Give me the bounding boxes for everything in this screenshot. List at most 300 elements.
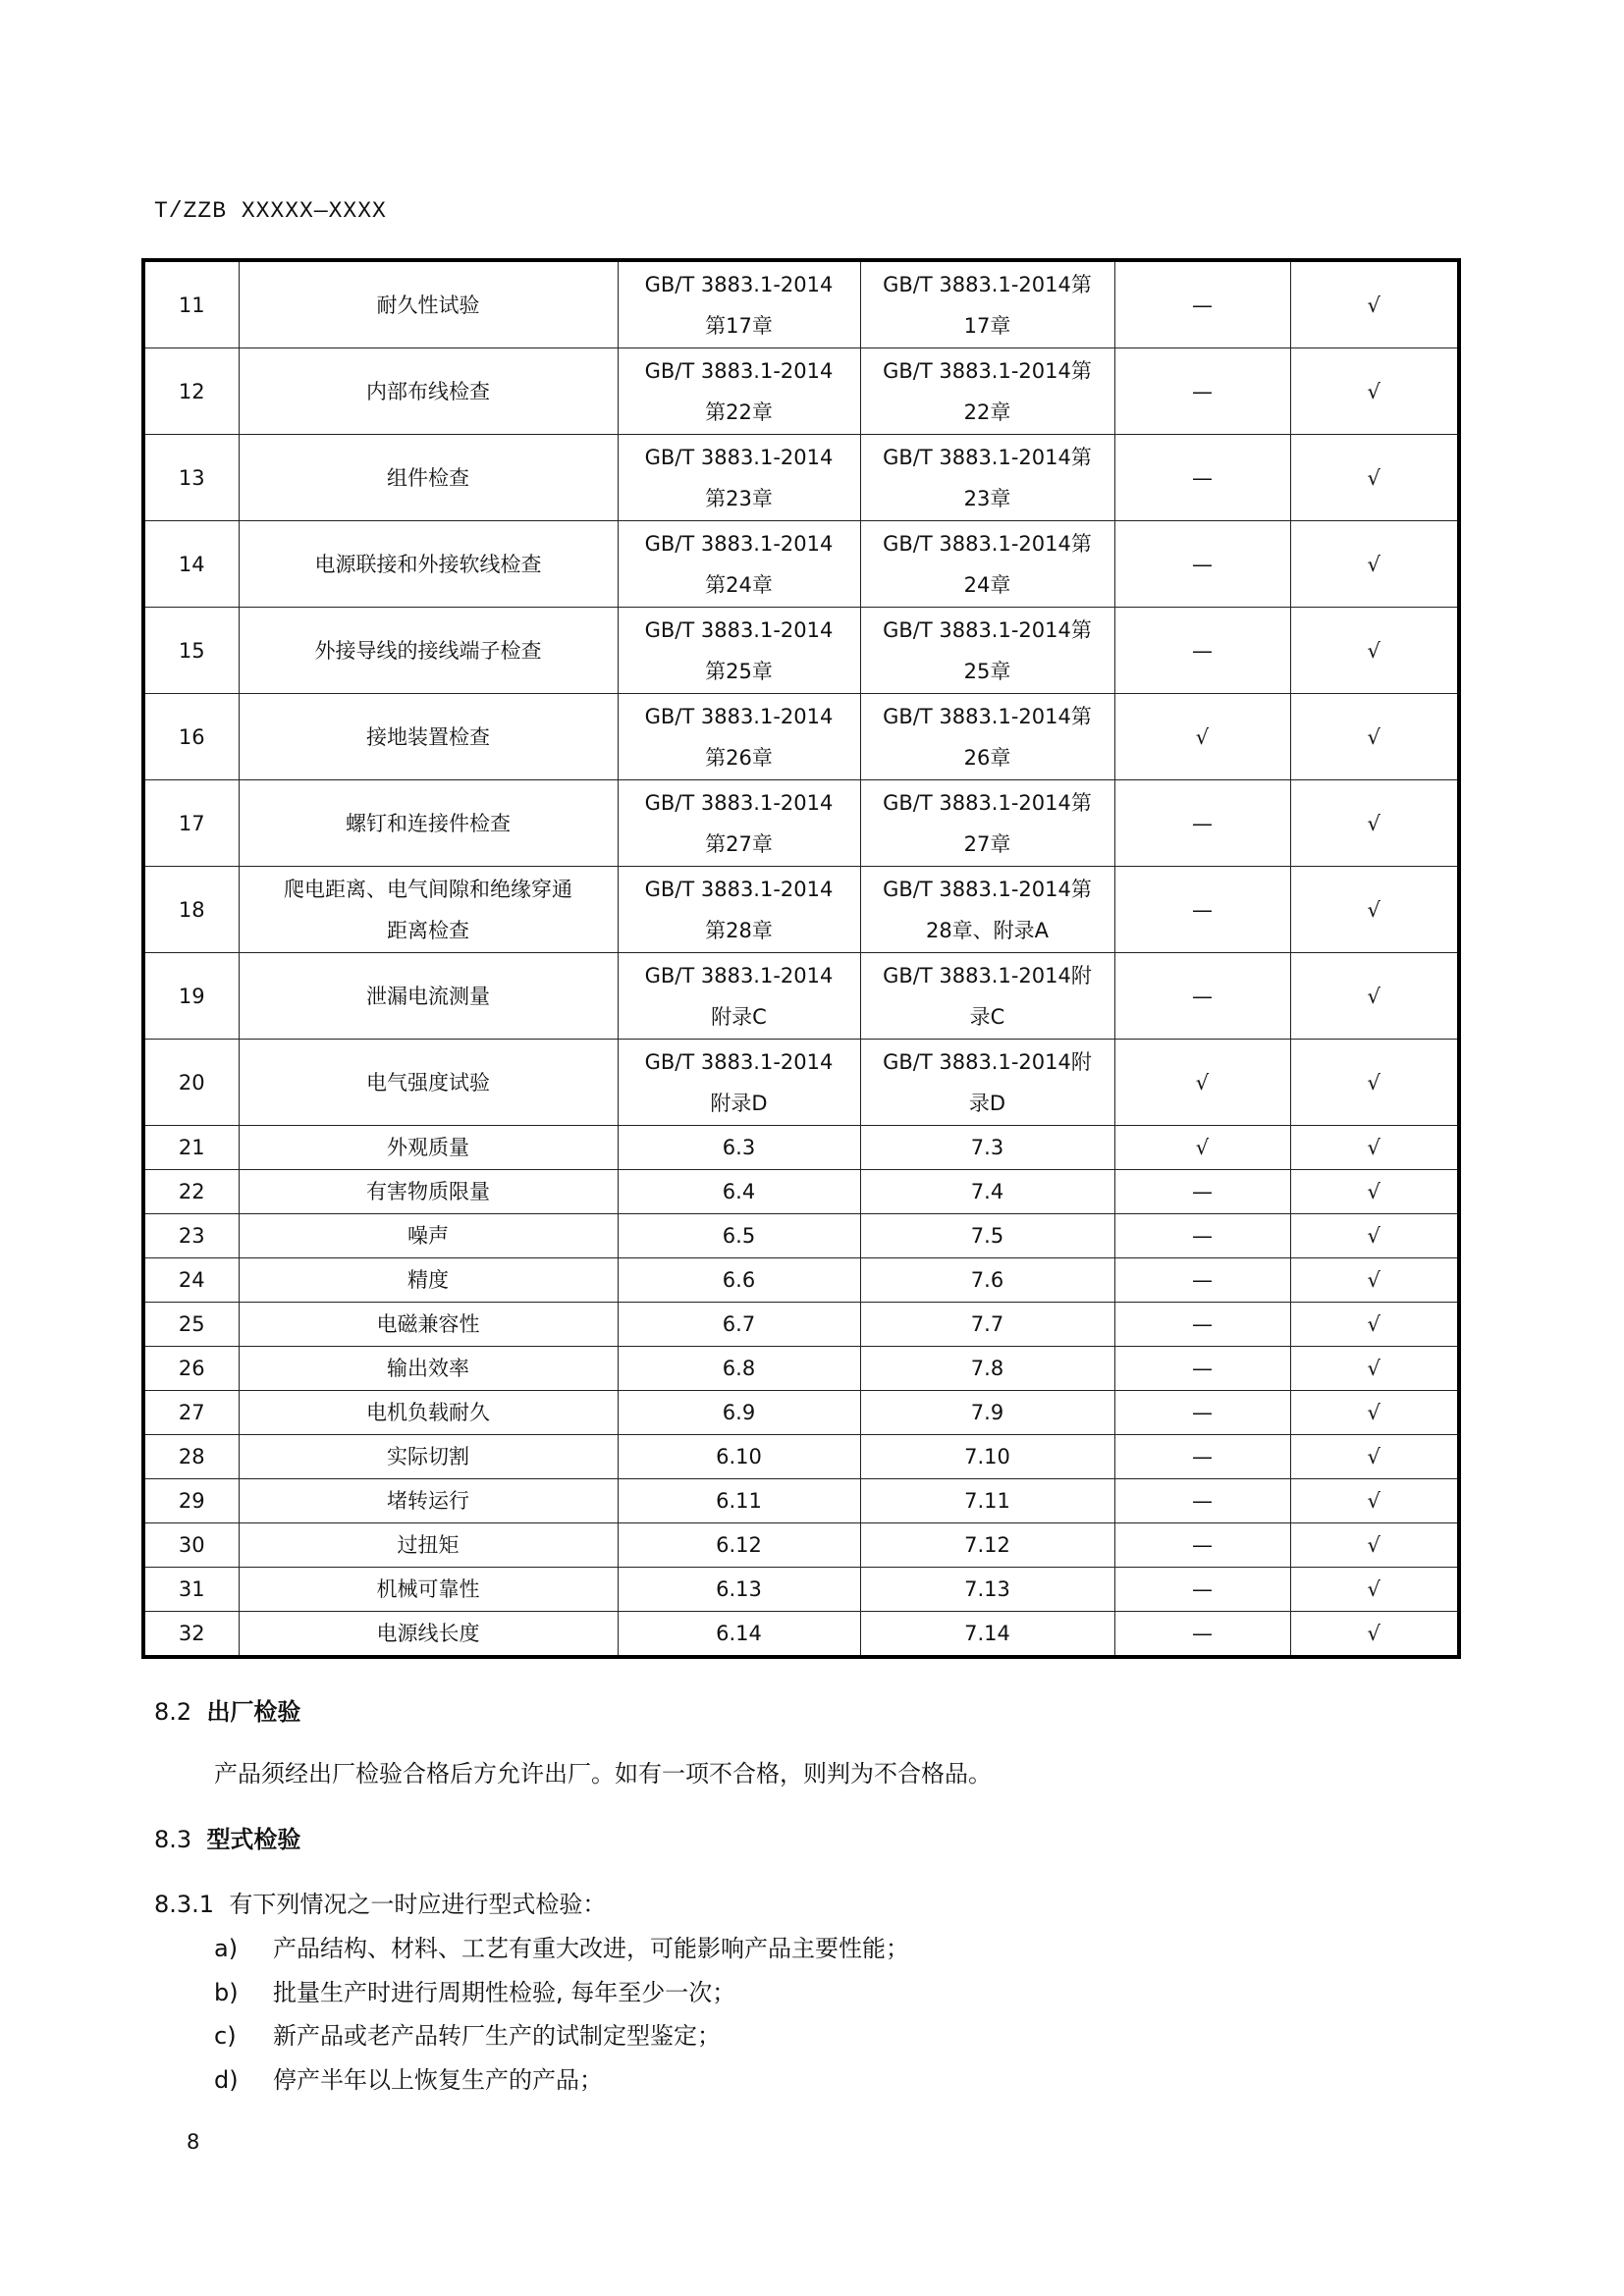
item-number-cell xyxy=(143,1214,239,1258)
item-number-cell xyxy=(143,521,239,608)
requirement-clause-cell xyxy=(618,1612,860,1658)
test-method-line: 26章 xyxy=(963,745,1011,770)
item-name-cell xyxy=(239,1303,618,1347)
type-inspection-cell xyxy=(1290,780,1459,867)
test-method-line: 7.6 xyxy=(970,1268,1004,1292)
table-row xyxy=(143,260,1459,348)
item-name-cell xyxy=(239,1347,618,1391)
requirement-clause-cell xyxy=(618,521,860,608)
requirement-clause-cell xyxy=(618,608,860,694)
test-method-cell xyxy=(860,608,1114,694)
type-inspection-line: √ xyxy=(1367,1180,1380,1203)
item-number-line: 23 xyxy=(178,1224,205,1248)
item-number-cell xyxy=(143,867,239,953)
section-8-3-heading xyxy=(154,1820,300,1854)
item-number-line: 12 xyxy=(178,379,205,403)
table-row xyxy=(143,1040,1459,1126)
factory-inspection-line: — xyxy=(1192,1445,1213,1468)
clause-8-3-1 xyxy=(154,1885,606,1919)
item-number-cell xyxy=(143,1479,239,1523)
test-method-line: GB/T 3883.1-2014第 xyxy=(883,531,1092,556)
type-inspection-line: √ xyxy=(1367,897,1380,922)
type-inspection-cell xyxy=(1290,1040,1459,1126)
factory-inspection-cell xyxy=(1114,1040,1290,1126)
item-name-cell xyxy=(239,953,618,1040)
requirement-clause-line: GB/T 3883.1-2014 xyxy=(644,790,834,815)
table-row xyxy=(143,1170,1459,1214)
test-method-line: GB/T 3883.1-2014第 xyxy=(883,877,1092,901)
table-row xyxy=(143,1479,1459,1523)
item-number-cell xyxy=(143,1347,239,1391)
test-method-line: 7.4 xyxy=(970,1180,1004,1203)
test-method-line: 7.12 xyxy=(964,1533,1010,1557)
test-method-line: 27章 xyxy=(963,831,1011,856)
requirement-clause-cell xyxy=(618,1126,860,1170)
type-inspection-line: √ xyxy=(1367,465,1380,490)
list-item xyxy=(214,1971,909,2015)
requirement-clause-line: 第17章 xyxy=(705,313,773,338)
requirement-clause-cell xyxy=(618,1568,860,1612)
item-number-line: 17 xyxy=(178,811,205,835)
test-method-line: 7.7 xyxy=(970,1312,1004,1336)
test-method-cell xyxy=(860,1523,1114,1568)
test-method-line: 7.5 xyxy=(970,1224,1004,1248)
item-name-line: 接地装置检查 xyxy=(366,724,490,749)
item-number-cell xyxy=(143,1303,239,1347)
factory-inspection-line: — xyxy=(1192,379,1213,403)
test-method-cell xyxy=(860,953,1114,1040)
requirement-clause-line: 6.8 xyxy=(722,1357,756,1380)
item-number-cell xyxy=(143,1170,239,1214)
test-method-cell xyxy=(860,780,1114,867)
item-name-cell xyxy=(239,1214,618,1258)
factory-inspection-line: — xyxy=(1192,1533,1213,1557)
table-row xyxy=(143,1214,1459,1258)
type-inspection-cell xyxy=(1290,1170,1459,1214)
item-name-cell xyxy=(239,1126,618,1170)
item-name-line: 外接导线的接线端子检查 xyxy=(314,638,542,663)
type-inspection-line: √ xyxy=(1367,379,1380,403)
test-method-cell xyxy=(860,1568,1114,1612)
item-number-cell xyxy=(143,260,239,348)
factory-inspection-cell xyxy=(1114,435,1290,521)
test-method-line: 24章 xyxy=(963,572,1011,597)
factory-inspection-line: — xyxy=(1192,1268,1213,1292)
item-number-line: 11 xyxy=(178,293,205,317)
type-inspection-cell xyxy=(1290,1347,1459,1391)
item-number-cell xyxy=(143,1612,239,1658)
requirement-clause-line: 6.13 xyxy=(716,1577,762,1601)
list-text: 停产半年以上恢复生产的产品； xyxy=(273,2065,603,2094)
test-method-line: GB/T 3883.1-2014第 xyxy=(883,272,1092,296)
item-number-line: 25 xyxy=(178,1312,205,1336)
requirement-clause-line: 第24章 xyxy=(705,572,773,597)
type-inspection-line: √ xyxy=(1367,1357,1380,1380)
requirement-clause-line: 6.11 xyxy=(716,1489,762,1513)
item-number-line: 13 xyxy=(178,465,205,490)
item-number-line: 32 xyxy=(178,1622,205,1645)
test-method-line: 7.11 xyxy=(964,1489,1010,1513)
type-inspection-line: √ xyxy=(1367,293,1380,317)
requirement-clause-line: 6.7 xyxy=(722,1312,756,1336)
type-inspection-line: √ xyxy=(1367,1489,1380,1513)
table-row xyxy=(143,1347,1459,1391)
item-number-line: 30 xyxy=(178,1533,205,1557)
table-row xyxy=(143,1612,1459,1658)
item-name-line: 堵转运行 xyxy=(387,1489,469,1513)
requirement-clause-cell xyxy=(618,1258,860,1303)
requirement-clause-line: 6.6 xyxy=(722,1268,756,1292)
item-name-line: 输出效率 xyxy=(387,1357,469,1380)
item-number-line: 16 xyxy=(178,724,205,749)
item-number-line: 20 xyxy=(178,1070,205,1095)
section-title: 型式检验 xyxy=(206,1826,301,1853)
table-row xyxy=(143,953,1459,1040)
item-number-line: 29 xyxy=(178,1489,205,1513)
table-row xyxy=(143,435,1459,521)
requirement-clause-line: 6.14 xyxy=(716,1622,762,1645)
clause-list xyxy=(214,1927,909,2102)
type-inspection-cell xyxy=(1290,260,1459,348)
type-inspection-line: √ xyxy=(1367,1070,1380,1095)
table-row xyxy=(143,1435,1459,1479)
clause-number: 8.3.1 xyxy=(154,1891,215,1918)
item-name-cell xyxy=(239,435,618,521)
item-name-cell xyxy=(239,1040,618,1126)
section-title: 出厂检验 xyxy=(206,1698,301,1726)
requirement-clause-cell xyxy=(618,1391,860,1435)
type-inspection-line: √ xyxy=(1367,1401,1380,1424)
test-method-line: 7.10 xyxy=(964,1445,1010,1468)
factory-inspection-cell xyxy=(1114,867,1290,953)
test-method-cell xyxy=(860,1347,1114,1391)
type-inspection-cell xyxy=(1290,435,1459,521)
list-text: 产品结构、材料、工艺有重大改进，可能影响产品主要性能； xyxy=(273,1935,909,1962)
item-name-line: 电气强度试验 xyxy=(366,1070,490,1095)
item-number-line: 14 xyxy=(178,552,205,576)
factory-inspection-cell xyxy=(1114,521,1290,608)
requirement-clause-cell xyxy=(618,1303,860,1347)
item-name-cell xyxy=(239,1612,618,1658)
requirement-clause-cell xyxy=(618,780,860,867)
item-name-cell xyxy=(239,521,618,608)
type-inspection-line: √ xyxy=(1367,1268,1380,1292)
inspection-items-table xyxy=(141,258,1461,1659)
requirement-clause-cell xyxy=(618,1435,860,1479)
requirement-clause-cell xyxy=(618,1479,860,1523)
table-row xyxy=(143,780,1459,867)
item-number-cell xyxy=(143,1040,239,1126)
type-inspection-cell xyxy=(1290,1523,1459,1568)
requirement-clause-line: GB/T 3883.1-2014 xyxy=(644,963,834,988)
factory-inspection-line: — xyxy=(1192,1622,1213,1645)
requirement-clause-line: 第27章 xyxy=(705,831,773,856)
test-method-cell xyxy=(860,260,1114,348)
list-marker: d) xyxy=(214,2065,239,2094)
requirement-clause-line: 第22章 xyxy=(705,400,773,424)
requirement-clause-line: 第25章 xyxy=(705,659,773,683)
item-name-cell xyxy=(239,780,618,867)
list-item xyxy=(214,2014,909,2058)
table-row xyxy=(143,1126,1459,1170)
item-number-line: 28 xyxy=(178,1445,205,1468)
factory-inspection-line: √ xyxy=(1195,724,1210,749)
item-number-cell xyxy=(143,1523,239,1568)
factory-inspection-cell xyxy=(1114,1612,1290,1658)
table-row xyxy=(143,1303,1459,1347)
factory-inspection-cell xyxy=(1114,1568,1290,1612)
factory-inspection-line: √ xyxy=(1195,1136,1210,1159)
type-inspection-line: √ xyxy=(1367,724,1380,749)
test-method-line: GB/T 3883.1-2014第 xyxy=(883,445,1092,469)
item-number-line: 19 xyxy=(178,984,205,1008)
requirement-clause-cell xyxy=(618,1040,860,1126)
type-inspection-cell xyxy=(1290,1479,1459,1523)
item-name-cell xyxy=(239,1170,618,1214)
factory-inspection-line: √ xyxy=(1195,1070,1210,1095)
clause-text: 有下列情况之一时应进行型式检验： xyxy=(229,1891,607,1918)
requirement-clause-line: 6.9 xyxy=(722,1401,756,1424)
type-inspection-line: √ xyxy=(1367,1533,1380,1557)
requirement-clause-line: GB/T 3883.1-2014 xyxy=(644,617,834,642)
test-method-cell xyxy=(860,1435,1114,1479)
requirement-clause-line: GB/T 3883.1-2014 xyxy=(644,445,834,469)
item-name-line: 噪声 xyxy=(407,1224,449,1248)
requirement-clause-cell xyxy=(618,867,860,953)
requirement-clause-cell xyxy=(618,435,860,521)
factory-inspection-line: — xyxy=(1192,984,1213,1008)
requirement-clause-cell xyxy=(618,953,860,1040)
requirement-clause-line: GB/T 3883.1-2014 xyxy=(644,531,834,556)
requirement-clause-cell xyxy=(618,1523,860,1568)
item-name-cell xyxy=(239,260,618,348)
type-inspection-cell xyxy=(1290,1612,1459,1658)
factory-inspection-cell xyxy=(1114,1170,1290,1214)
item-number-cell xyxy=(143,1568,239,1612)
item-number-cell xyxy=(143,953,239,1040)
table-row xyxy=(143,1258,1459,1303)
factory-inspection-line: — xyxy=(1192,638,1213,663)
factory-inspection-line: — xyxy=(1192,811,1213,835)
type-inspection-cell xyxy=(1290,1303,1459,1347)
item-number-line: 26 xyxy=(178,1357,205,1380)
factory-inspection-cell xyxy=(1114,1435,1290,1479)
item-name-line: 电机负载耐久 xyxy=(366,1401,490,1424)
type-inspection-line: √ xyxy=(1367,552,1380,576)
test-method-cell xyxy=(860,1214,1114,1258)
factory-inspection-cell xyxy=(1114,1258,1290,1303)
section-number: 8.2 xyxy=(154,1698,192,1726)
factory-inspection-line: — xyxy=(1192,1357,1213,1380)
factory-inspection-cell xyxy=(1114,953,1290,1040)
type-inspection-cell xyxy=(1290,608,1459,694)
type-inspection-cell xyxy=(1290,694,1459,780)
item-name-line: 精度 xyxy=(407,1268,449,1292)
factory-inspection-cell xyxy=(1114,1391,1290,1435)
list-item xyxy=(214,2058,909,2103)
type-inspection-line: √ xyxy=(1367,1445,1380,1468)
test-method-line: GB/T 3883.1-2014附 xyxy=(883,1049,1092,1074)
type-inspection-cell xyxy=(1290,867,1459,953)
requirement-clause-line: GB/T 3883.1-2014 xyxy=(644,704,834,728)
factory-inspection-line: — xyxy=(1192,1180,1213,1203)
item-name-line: 组件检查 xyxy=(387,465,469,490)
test-method-line: 25章 xyxy=(963,659,1011,683)
requirement-clause-cell xyxy=(618,348,860,435)
list-marker: c) xyxy=(214,2022,237,2050)
item-name-line: 距离检查 xyxy=(387,918,469,942)
table-row xyxy=(143,694,1459,780)
test-method-cell xyxy=(860,348,1114,435)
item-name-cell xyxy=(239,1391,618,1435)
test-method-line: GB/T 3883.1-2014第 xyxy=(883,617,1092,642)
test-method-cell xyxy=(860,435,1114,521)
test-method-line: 17章 xyxy=(963,313,1011,338)
type-inspection-line: √ xyxy=(1367,811,1380,835)
factory-inspection-cell xyxy=(1114,608,1290,694)
test-method-line: 22章 xyxy=(963,400,1011,424)
test-method-line: GB/T 3883.1-2014附 xyxy=(883,963,1092,988)
factory-inspection-line: — xyxy=(1192,465,1213,490)
item-number-cell xyxy=(143,1126,239,1170)
type-inspection-cell xyxy=(1290,1391,1459,1435)
requirement-clause-line: 第26章 xyxy=(705,745,773,770)
type-inspection-line: √ xyxy=(1367,638,1380,663)
factory-inspection-line: — xyxy=(1192,897,1213,922)
type-inspection-line: √ xyxy=(1367,1224,1380,1248)
type-inspection-cell xyxy=(1290,1126,1459,1170)
requirement-clause-line: 第28章 xyxy=(705,918,773,942)
factory-inspection-line: — xyxy=(1192,293,1213,317)
type-inspection-cell xyxy=(1290,348,1459,435)
type-inspection-cell xyxy=(1290,1258,1459,1303)
item-name-line: 电磁兼容性 xyxy=(376,1312,480,1336)
factory-inspection-line: — xyxy=(1192,1312,1213,1336)
test-method-line: 7.14 xyxy=(964,1622,1010,1645)
requirement-clause-line: 附录D xyxy=(710,1091,768,1115)
page-number: 8 xyxy=(187,2130,200,2154)
type-inspection-cell xyxy=(1290,1568,1459,1612)
test-method-line: GB/T 3883.1-2014第 xyxy=(883,704,1092,728)
item-name-cell xyxy=(239,867,618,953)
test-method-cell xyxy=(860,1612,1114,1658)
factory-inspection-cell xyxy=(1114,1214,1290,1258)
item-name-line: 电源线长度 xyxy=(376,1622,480,1645)
item-name-line: 内部布线检查 xyxy=(366,379,490,403)
item-name-line: 螺钉和连接件检查 xyxy=(346,811,511,835)
test-method-cell xyxy=(860,521,1114,608)
test-method-line: GB/T 3883.1-2014第 xyxy=(883,790,1092,815)
section-number: 8.3 xyxy=(154,1826,192,1853)
item-name-cell xyxy=(239,694,618,780)
test-method-line: 7.9 xyxy=(970,1401,1004,1424)
table-row xyxy=(143,1391,1459,1435)
test-method-cell xyxy=(860,1040,1114,1126)
factory-inspection-cell xyxy=(1114,694,1290,780)
factory-inspection-cell xyxy=(1114,1523,1290,1568)
item-number-line: 24 xyxy=(178,1268,205,1292)
list-text: 批量生产时进行周期性检验, 每年至少一次； xyxy=(273,1978,736,2006)
test-method-cell xyxy=(860,694,1114,780)
item-number-cell xyxy=(143,1258,239,1303)
type-inspection-line: √ xyxy=(1367,1622,1380,1645)
list-marker: a) xyxy=(214,1935,239,1962)
test-method-line: 7.8 xyxy=(970,1357,1004,1380)
item-number-line: 27 xyxy=(178,1401,205,1424)
test-method-cell xyxy=(860,1391,1114,1435)
item-number-cell xyxy=(143,1435,239,1479)
type-inspection-line: √ xyxy=(1367,1577,1380,1601)
type-inspection-cell xyxy=(1290,521,1459,608)
item-number-cell xyxy=(143,435,239,521)
item-number-line: 22 xyxy=(178,1180,205,1203)
list-item xyxy=(214,1927,909,1971)
test-method-line: 7.3 xyxy=(970,1136,1004,1159)
item-name-cell xyxy=(239,348,618,435)
requirement-clause-cell xyxy=(618,1170,860,1214)
requirement-clause-line: GB/T 3883.1-2014 xyxy=(644,1049,834,1074)
item-number-cell xyxy=(143,694,239,780)
item-name-line: 外观质量 xyxy=(387,1136,469,1159)
table-row xyxy=(143,1523,1459,1568)
test-method-cell xyxy=(860,1258,1114,1303)
document-code-header: T/ZZB XXXXX—XXXX xyxy=(154,198,387,224)
list-marker: b) xyxy=(214,1978,239,2006)
test-method-cell xyxy=(860,867,1114,953)
requirement-clause-line: 第23章 xyxy=(705,486,773,510)
factory-inspection-cell xyxy=(1114,1126,1290,1170)
factory-inspection-line: — xyxy=(1192,1577,1213,1601)
type-inspection-cell xyxy=(1290,1214,1459,1258)
test-method-line: 录D xyxy=(968,1091,1006,1115)
requirement-clause-line: 6.10 xyxy=(716,1445,762,1468)
test-method-cell xyxy=(860,1170,1114,1214)
factory-inspection-cell xyxy=(1114,780,1290,867)
item-name-cell xyxy=(239,1435,618,1479)
factory-inspection-line: — xyxy=(1192,1489,1213,1513)
item-name-line: 有害物质限量 xyxy=(366,1180,490,1203)
item-number-cell xyxy=(143,608,239,694)
requirement-clause-cell xyxy=(618,1347,860,1391)
item-name-line: 实际切割 xyxy=(387,1445,469,1468)
requirement-clause-line: 6.5 xyxy=(722,1224,756,1248)
test-method-cell xyxy=(860,1303,1114,1347)
factory-inspection-line: — xyxy=(1192,552,1213,576)
type-inspection-line: √ xyxy=(1367,984,1380,1008)
test-method-cell xyxy=(860,1479,1114,1523)
test-method-line: 23章 xyxy=(963,486,1011,510)
item-name-line: 过扭矩 xyxy=(397,1533,460,1557)
item-name-line: 泄漏电流测量 xyxy=(366,984,490,1008)
requirement-clause-line: GB/T 3883.1-2014 xyxy=(644,272,834,296)
item-number-line: 18 xyxy=(178,897,205,922)
section-8-2-text: 产品须经出厂检验合格后方允许出厂。如有一项不合格，则判为不合格品。 xyxy=(214,1760,992,1788)
item-number-line: 15 xyxy=(178,638,205,663)
item-name-line: 耐久性试验 xyxy=(376,293,480,317)
table-row xyxy=(143,608,1459,694)
table-row xyxy=(143,521,1459,608)
item-name-cell xyxy=(239,1568,618,1612)
test-method-line: GB/T 3883.1-2014第 xyxy=(883,358,1092,383)
factory-inspection-cell xyxy=(1114,260,1290,348)
type-inspection-cell xyxy=(1290,1435,1459,1479)
factory-inspection-cell xyxy=(1114,1479,1290,1523)
test-method-line: 录C xyxy=(969,1004,1005,1029)
requirement-clause-cell xyxy=(618,260,860,348)
test-method-line: 28章、附录A xyxy=(925,918,1050,942)
item-name-cell xyxy=(239,1479,618,1523)
table-row xyxy=(143,867,1459,953)
